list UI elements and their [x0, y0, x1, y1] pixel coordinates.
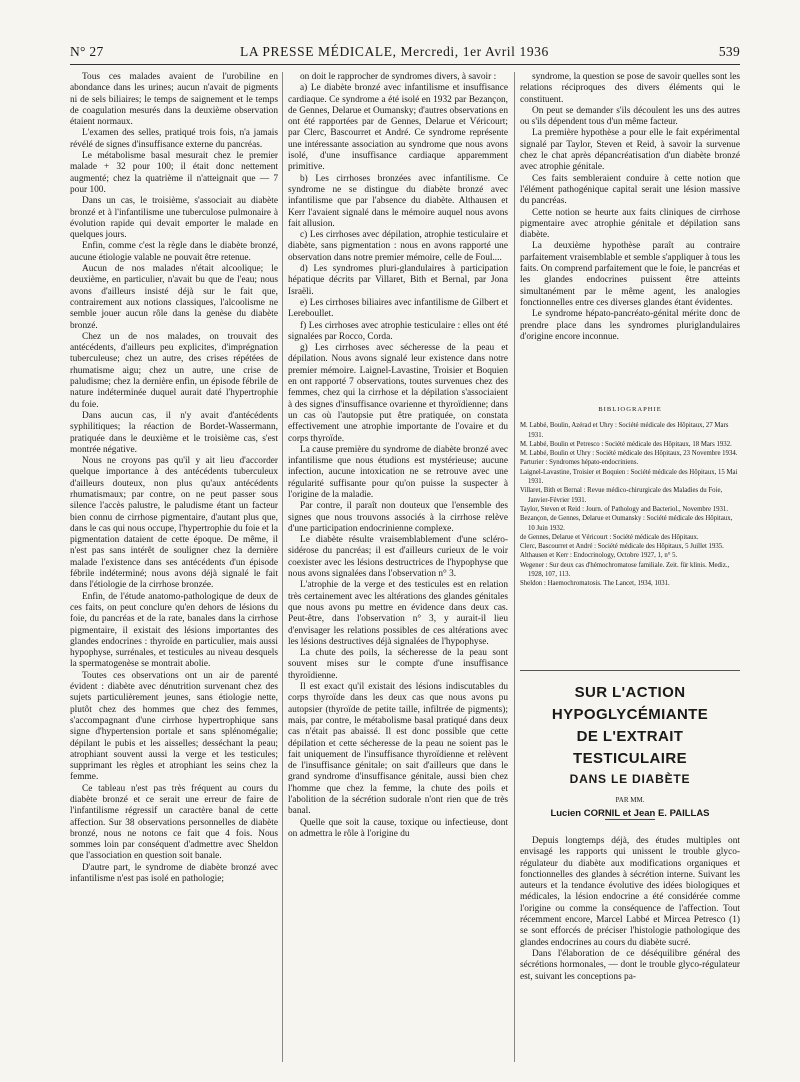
bibliography-list: [520, 421, 740, 588]
paragraph: Par contre, il paraît non douteux que l'ensemble des signes que nous trouvons associés à la cirrhose relève d'une participation endocrinienne complexe.: [288, 501, 508, 534]
page-number: 539: [718, 44, 740, 59]
paragraph: syndrome, la question se pose de savoir quelles sont les relations réciproques des divers éléments qui le constituent.: [520, 72, 740, 105]
paragraph: La cause première du syndrome de diabète bronzé avec infantilisme que nous étudions est mystérieuse; aucune infection, aucune intoxication ne se retrouve avec une régularité suffisante pour qu'on puisse la suspecter à l'origine de la maladie.: [288, 444, 508, 500]
paragraph: f) Les cirrhoses avec atrophie testiculaire : elles ont été signalées par Rocco, Corda.: [288, 320, 508, 342]
paragraph: b) Les cirrhoses bronzées avec infantilisme. Ce syndrome ne se distingue du diabète bronzé avec infantilisme que par l'absence du diabète. Althausen et Kerr l'avaient signalé dans le mémoire auquel nous avons fait allusion.: [288, 173, 508, 229]
paragraph: Ces faits sembleraient conduire à cette notion que l'élément pathogénique capital serait une lésion massive du pancréas.: [520, 173, 740, 207]
article-body: [520, 836, 740, 983]
page-header: [70, 44, 740, 66]
bibliography-entry: M. Labbé, Boulin, Azérad et Uhry : Société médicale des Hôpitaux, 27 Mars 1931.: [520, 422, 729, 439]
article-authors: Lucien CORNIL et Jean E. PAILLAS: [550, 808, 710, 819]
header-rule: [70, 64, 740, 65]
article-title-line: HYPOGLYCÉMIANTE: [551, 706, 709, 723]
article-title-line: DE L'EXTRAIT TESTICULAIRE: [573, 728, 687, 767]
paragraph: Tous ces malades avaient de l'urobiline en abondance dans les urines; aucun n'avait de pigments ni de sels biliaires; le temps de saignement et le temps de coagulation mesurés dans la deuxième observation étaient normaux.: [70, 72, 278, 128]
article-title-line: SUR L'ACTION: [574, 684, 686, 701]
bibliography-entry: Althausen et Kerr : Endocrinology, Octobre 1927, 1, n° 5.: [520, 552, 678, 560]
paragraph: Depuis longtemps déjà, des études multiples ont envisagé les rapports qui unissent le trouble glyco-régulateur du diabète aux modifications organiques et fonctionnelles des glandes à sécrétion interne. Suivant les auteurs et la tendance évolutive des idées biologiques et médicales, la lésion endocrine a été considérée comme l'origine ou comme la conséquence de l'affection. Tout récemment encore, Marcel Labbé et Mircea Petresco (1) se sont efforcés de préciser l'histologie pathologique des glandes endocrines au cours du diabète sucré.: [520, 836, 740, 948]
title-underline: [605, 819, 655, 820]
paragraph: Dans un cas, le troisième, s'associait au diabète bronzé et à l'infantilisme une tuberculose pulmonaire à évolution rapide qui devait emporter le malade en quelques jours.: [70, 196, 278, 241]
bibliography-entry: Taylor, Steven et Reid : Journ. of Pathology and Bacteriol., Novembre 1931.: [520, 505, 729, 513]
paragraph: Quelle que soit la cause, toxique ou infectieuse, dont on admettra le rôle à l'origine du: [288, 817, 508, 839]
bibliography-entry: M. Labbé, Boulin et Petresco : Société médicale des Hôpitaux, 18 Mars 1932.: [520, 440, 732, 448]
paragraph: Cette notion se heurte aux faits cliniques de cirrhose pigmentaire avec atrophie génitale et dépilation sans diabète.: [520, 207, 740, 241]
column-divider: [282, 72, 283, 1062]
paragraph: Dans l'élaboration de ce déséquilibre général des sécrétions hormonales, — dont le trouble glyco-régulateur est, suivant les conceptions pa-: [520, 948, 740, 982]
paragraph: g) Les cirrhoses avec sécheresse de la peau et dépilation. Nous avons signalé leur existence dans notre premier mémoire. Laignel-Lavastine, Troisier et Boquien en ont rapporté 7 observations, toutes survenues chez des femmes, chez qui la cirrhose et la dépilation s'associaient à des signes d'insuffisance ovarienne et thyroïdienne; dans un cas où l'autopsie put être pratiquée, on constata effectivement une atrophie importante de l'ovaire et du corps thyroïde.: [288, 343, 508, 444]
bibliography-title: BIBLIOGRAPHIE: [598, 406, 662, 413]
paragraph: Chez un de nos malades, on trouvait des antécédents, d'ailleurs peu explicites, d'imprégnation tuberculeuse; chez un autre, des crises répétées de rhumatisme aigu; chez un autre, une crise de paludisme; chez la dernière enfin, un épisode fébrile de nature indéterminée duquel aurait daté l'hypertrophie du foie.: [70, 331, 278, 410]
column-right-top: [520, 72, 740, 402]
column-left: [70, 72, 278, 1062]
bibliography-entry: Clerc, Bascourret et André : Société médicale des Hôpitaux, 5 Juillet 1935.: [520, 543, 724, 551]
paragraph: L'atrophie de la verge et des testicules est en relation très certainement avec les altérations des glandes génitales que nous avons pu mettre en évidence dans deux cas. Peut-être, dans l'observation n° 3, y aurait-il lieu d'envisager les relations possibles de ces altérations avec les lésions destructives déjà signalées de l'hypophyse.: [288, 580, 508, 647]
column-divider: [514, 72, 515, 1062]
paragraph: d) Les syndromes pluri-glandulaires à participation hépatique décrits par Villaret, Bith et Bernal, par Jona Israëli.: [288, 264, 508, 297]
bibliography-entry: Sheldon : Haemochromatosis. The Lancet, 1934, 1031.: [520, 580, 670, 588]
paragraph: La chute des poils, la sécheresse de la peau sont souvent mises sur le compte d'une insuffisance thyroïdienne.: [288, 648, 508, 681]
paragraph: Le diabète résulte vraisemblablement d'une scléro-sidérose du pancréas; il est d'ailleurs curieux de le voir coexister avec les lésions destructrices de l'hypophyse que nous avons signalées dans l'observation n° 3.: [288, 535, 508, 580]
paragraph: Nous ne croyons pas qu'il y ait lieu d'accorder quelque importance à des antécédents tuberculeux d'ailleurs douteux, non plus qu'aux antécédents rhumatismaux; par contre, on ne peut passer sous silence l'accès palustre, le paludisme étant un facteur bien connu de cirrhose pigmentaire, d'autant plus que, dans le cas qui nous occupe, l'hypertrophie du foie et la pigmentation dataient de cette époque. De même, il n'est pas sans intérêt de souligner chez la dernière malade l'existence dans ses antécédents d'un épisode fébrile indéterminé; nous avons déjà signalé le fait dans l'étiologie de la cirrhose bronzée.: [70, 456, 278, 591]
article-subtitle: DANS LE DIABÈTE: [569, 772, 691, 786]
bibliography: [520, 405, 740, 589]
paragraph: Le syndrome hépato-pancréato-génital mérite donc de prendre place dans les syndromes pluriglandulaires d'origine encore inconnue.: [520, 309, 740, 342]
paragraph: Ce tableau n'est pas très fréquent au cours du diabète bronzé et ce serait une erreur de faire de l'infantilisme régressif un caractère banal de cette affection. Sur 38 observations personnelles de diabète bronzé, nous ne notons ce fait que 4 fois. Nous sommes loin par conséquent d'admettre avec Sheldon que l'association en question soit banale.: [70, 783, 278, 862]
paragraph: On peut se demander s'ils découlent les uns des autres ou s'ils dépendent tous d'un même facteur.: [520, 105, 740, 128]
article-separator: [520, 670, 740, 671]
byline-prefix: PAR MM.: [615, 796, 645, 804]
paragraph: a) Le diabète bronzé avec infantilisme et insuffisance cardiaque. Ce syndrome a été isolé en 1932 par Bezançon, de Gennes, Delarue et Oumansky; d'autres observations en ont été rapportées par de Gennes, Delarue et Véricourt; par Clerc, Bascourret et André. Ce syndrome représente une intéressante association au syndrome que nous avons isolé, d'une insuffisance cardiaque apparemment primitive.: [288, 83, 508, 173]
paragraph: D'autre part, le syndrome de diabète bronzé avec infantilisme n'est pas isolé en pathologie;: [70, 862, 278, 885]
bibliography-entry: Wegener : Sur deux cas d'hémochromatose familiale. Zeit. für klinis. Mediz., 1928, 107, 113.: [520, 561, 730, 579]
paragraph: on doit le rapprocher de syndromes divers, à savoir :: [300, 72, 497, 82]
paragraph: Enfin, comme c'est la règle dans le diabète bronzé, aucune étiologie valable ne pouvait être retenue.: [70, 241, 278, 263]
paragraph: e) Les cirrhoses biliaires avec infantilisme de Gilbert et Lereboullet.: [288, 297, 508, 320]
paragraph: c) Les cirrhoses avec dépilation, atrophie testiculaire et diabète, sans pigmentation : nous en avons rapporté une observation dans notre premier mémoire, celle de Foul....: [288, 230, 508, 263]
column-middle: [288, 72, 508, 1062]
bibliography-entry: Parturier : Syndromes hépato-endocriniens.: [520, 459, 639, 467]
paragraph: Aucun de nos malades n'était alcoolique; le deuxième, en particulier, n'avait bu que de l'eau; nous avons d'ailleurs insisté déjà sur le fait que, contrairement aux notions classiques, l'alcoolisme ne semble jouer aucun rôle dans la genèse du diabète bronzé.: [70, 264, 278, 331]
paragraph: Enfin, de l'étude anatomo-pathologique de deux de ces faits, on peut conclure qu'en dehors de lésions du foie, du pancréas et de la rate, banales dans la cirrhose pigmentaire, il existait des lésions importantes des glandes endocrines : thyroïde en particulier, mais aussi hypophyse, surrénales, et testicules au niveau desquels la spermatogenèse se montrait abolie.: [70, 591, 278, 670]
bibliography-entry: Laignel-Lavastine, Troisier et Boquien : Société médicale des Hôpitaux, 15 Mai 1931.: [520, 468, 738, 486]
journal-title: LA PRESSE MÉDICALE, Mercredi, 1er Avril 1936: [240, 44, 549, 59]
paragraph: Dans aucun cas, il n'y avait d'antécédents syphilitiques; la réaction de Bordet-Wassermann, pratiquée dans le deuxième et le troisième cas, s'est montrée négative.: [70, 410, 278, 455]
paragraph: La première hypothèse a pour elle le fait expérimental signalé par Taylor, Steven et Reid, à savoir la survenue chez le chat après dépancréatisation d'un diabète bronzé avec atrophie génitale.: [520, 128, 740, 173]
paragraph: Il est exact qu'il existait des lésions indiscutables du corps thyroïde dans les deux cas que nous avons pu autopsier (thyroïde de petite taille, infiltrée de pigments); mais, par contre, le métabolisme basal pratiqué dans deux cas n'était pas abaissé. Il est donc possible que cette dépilation et cette sécheresse de la peau ne soient pas le fait uniquement de l'insuffisance thyroïdienne et relèvent de l'insuffisance génitale; on sait d'ailleurs que dans le grand syndrome d'insuffisance génitale, aussi bien chez l'homme que chez la femme, la chute des poils et l'abolition de la sécrétion sudorale n'ont rien que de très banal.: [288, 682, 508, 817]
bibliography-entry: M. Labbé, Boulin et Uhry : Société médicale des Hôpitaux, 23 Novembre 1934.: [520, 450, 738, 458]
article-heading: [520, 682, 740, 819]
paragraph: Toutes ces observations ont un air de parenté évident : diabète avec dénutrition survenant chez des sujets particulièrement jeunes, sans étiologie nette, plutôt chez des hommes que chez des femmes, s'accompagnant d'une cirrhose hypertrophique sans signe d'hypertension portale et sans splénomégalie; dépilant le pubis et les aisselles; desséchant la peau; atrophiant souvent aussi la verge et les testicules; supprimant les règles et atrophiant les seins chez la femme.: [70, 670, 278, 783]
paragraph: L'examen des selles, pratiqué trois fois, n'a jamais révélé de signes d'insuffisance externe du pancréas.: [70, 128, 278, 150]
issue-number: N° 27: [70, 44, 104, 59]
paragraph: La deuxième hypothèse paraît au contraire parfaitement vraisemblable et semble s'appliquer à tous les faits. On comprend parfaitement que le foie, le pancréas et les glandes endocrines puissent être atteints simultanément par le même agent, les analogies fonctionnelles entre ces diverses glandes étant évidentes.: [520, 241, 740, 308]
bibliography-entry: de Gennes, Delarue et Véricourt : Société médicale des Hôpitaux.: [520, 533, 699, 541]
paragraph: Le métabolisme basal mesurait chez le premier malade + 32 pour 100; il était donc nettement augmenté; chez la quatrième il n'atteignait que — 7 pour 100.: [70, 151, 278, 195]
bibliography-entry: Bezançon, de Gennes, Delarue et Oumansky : Société médicale des Hôpitaux, 10 Juin 1932.: [520, 515, 733, 532]
bibliography-entry: Villaret, Bith et Bernal : Revue médico-chirurgicale des Maladies du Foie, Janvier-Février 1931.: [520, 487, 723, 504]
